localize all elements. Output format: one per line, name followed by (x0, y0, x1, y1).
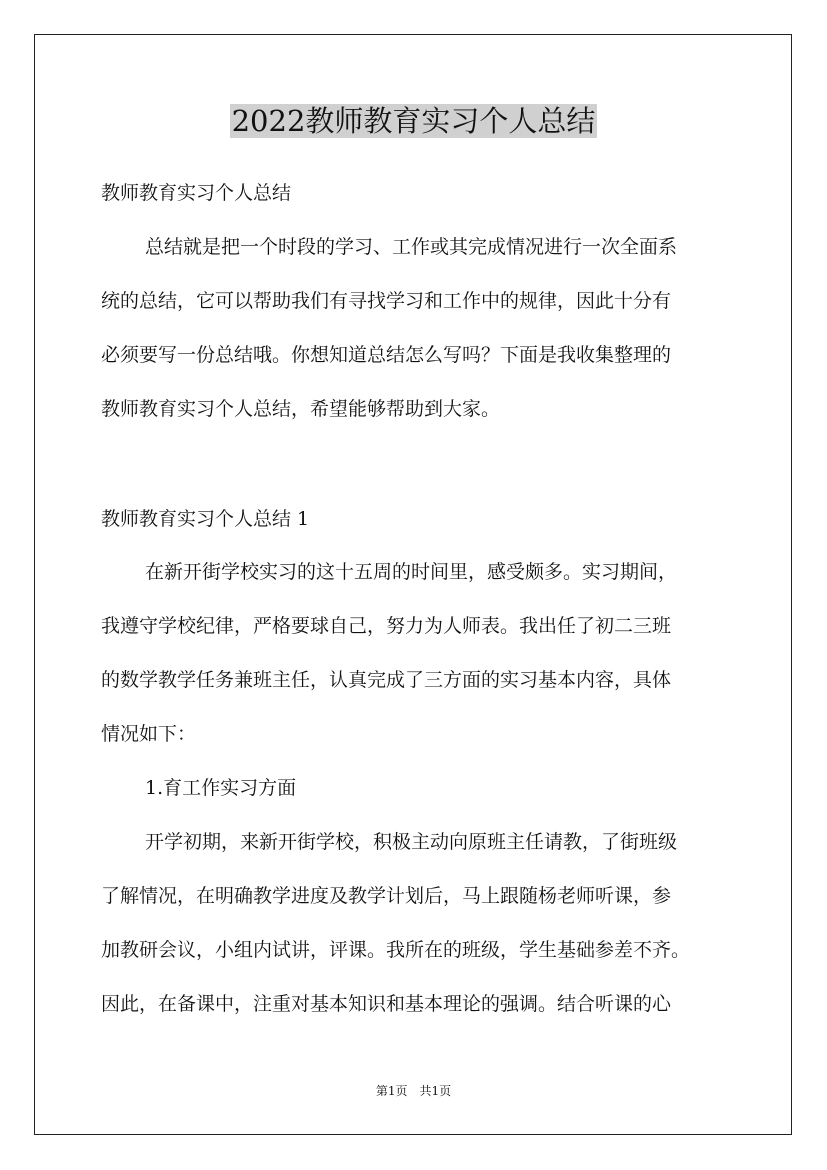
item-heading: 1.育工作实习方面 (145, 777, 297, 799)
document-title (0, 101, 827, 141)
paragraph-line: 情况如下： (101, 723, 197, 745)
paragraph-line: 了解情况，在明确教学进度及教学计划后，马上跟随杨老师听课，参 (101, 885, 672, 907)
subtitle: 教师教育实习个人总结 (101, 182, 292, 204)
intro-line: 总结就是把一个时段的学习、工作或其完成情况进行一次全面系 (145, 236, 678, 258)
intro-line: 教师教育实习个人总结，希望能够帮助到大家。 (101, 398, 501, 420)
page-footer: 第1页 共1页 (375, 1084, 452, 1098)
paragraph-line: 的数学教学任务兼班主任，认真完成了三方面的实习基本内容，具体 (101, 669, 672, 691)
paragraph-line: 加教研会议，小组内试讲，评课。我所在的班级，学生基础参差不齐。 (101, 939, 691, 961)
intro-line: 必须要写一份总结哦。你想知道总结怎么写吗？下面是我收集整理的 (101, 344, 672, 366)
section-heading: 教师教育实习个人总结 1 (101, 508, 310, 530)
paragraph-line: 我遵守学校纪律，严格要球自己，努力为人师表。我出任了初二三班 (101, 615, 672, 637)
title-text: 2022教师教育实习个人总结 (231, 104, 596, 138)
paragraph-line: 在新开街学校实习的这十五周的时间里，感受颇多。实习期间， (145, 561, 678, 583)
paragraph-line: 因此，在备课中，注重对基本知识和基本理论的强调。结合听课的心 (101, 993, 672, 1015)
paragraph-line: 开学初期，来新开街学校，积极主动向原班主任请教，了街班级 (145, 831, 678, 853)
intro-line: 统的总结，它可以帮助我们有寻找学习和工作中的规律，因此十分有 (101, 290, 672, 312)
